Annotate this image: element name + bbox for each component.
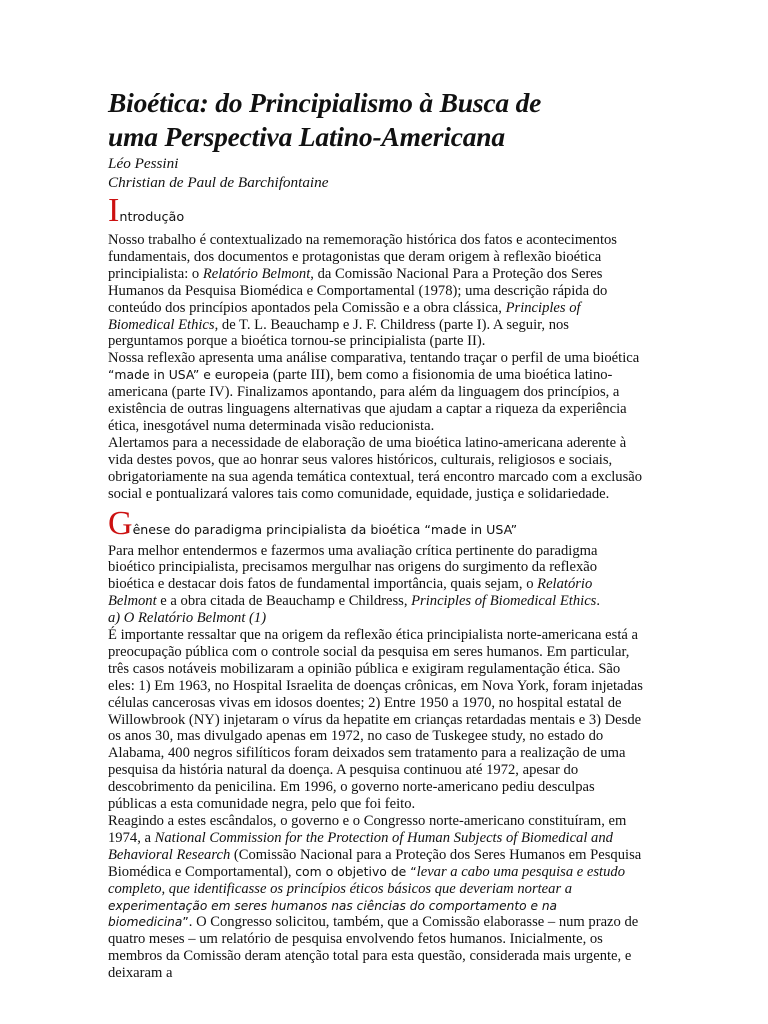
p4-belmont-italic: Relatório Belmont xyxy=(108,576,593,610)
author-1: Léo Pessini xyxy=(108,155,179,172)
intro-heading-text: ntrodução xyxy=(119,210,185,225)
p4-text-a: Para melhor entendermos e fazermos uma avaliação crítica pertinente do paradigma bioético principialista, precisamos mergulhar nas origens do surgimento da reflexão bioética e destacar dois fatos de fundamental importância, quais sejam, o xyxy=(108,542,598,593)
p6-close-quote: ” xyxy=(182,914,189,930)
paragraph-4 xyxy=(108,543,644,611)
section-heading-text: ênese do paradigma principialista da bioética “made in USA” xyxy=(132,521,518,537)
paragraph-1 xyxy=(108,232,644,350)
title-line-2: uma Perspectiva Latino-Americana xyxy=(108,121,505,152)
paragraph-2 xyxy=(108,350,644,435)
paragraph-6 xyxy=(108,813,644,982)
p4-text-e: . xyxy=(596,593,601,610)
section-drop-cap: G xyxy=(108,504,133,542)
p2-text-c: (parte III), bem como a fisionomia de uma bioética latino-americana (parte IV). Finalizamos apontando, para além da linguagem dos princípios, a existência de outras linguagens alternativas que ajudam a captar a riqueza da experiência ética, inesgotável numa determinada visão reducionista. xyxy=(108,367,627,434)
document-title xyxy=(108,86,644,154)
p2-text-a: Nossa reflexão apresenta uma análise comparativa, tentando traçar o perfil de uma bioética xyxy=(108,350,640,367)
p6-quote-italic: levar a cabo uma pesquisa e estudo completo, que identificasse os princípios éticos básicos que deveriam nortear a xyxy=(108,863,626,897)
intro-drop-cap: I xyxy=(108,192,120,229)
subheading-text: a) O Relatório Belmont (1) xyxy=(108,610,267,627)
p1-text-e: , de T. L. Beauchamp e J. F. Childress (parte I). A seguir, nos perguntamos porque a bioética tornou-se principialista (parte II). xyxy=(108,316,569,350)
p1-text-c: , da Comissão Nacional Para a Proteção dos Seres Humanos da Pesquisa Biomédica e Comportamental (1978); uma descrição rápida do conteúdo dos princípios apontados pela Comissão e a obra clássica, xyxy=(108,265,608,316)
p1-principles-italic: Principles of Biomedical Ethics xyxy=(108,299,581,333)
p6-quote-sans-italic: experimentação em seres humanos nas ciências do comportamento e na biomedicina xyxy=(108,898,558,930)
p6-text-a: Reagindo a estes escândalos, o governo e o Congresso norte-americano constituíram, em 1974, a xyxy=(108,813,627,846)
p6-objetivo-sans: com o objetivo de “ xyxy=(295,863,417,879)
document-page xyxy=(108,86,644,982)
intro-heading xyxy=(108,192,644,232)
section-heading xyxy=(108,504,644,543)
subheading-belmont xyxy=(108,610,644,627)
p6-text-h: . O Congresso solicitou, também, que a Comissão elaborasse – num prazo de quatro meses – um relatório de pesquisa envolvendo fetos humanos. Inicialmente, os membros da Comissão deram atenção total para esta questão, considerada mais urgente, e deixaram a xyxy=(108,914,639,982)
paragraph-5: É importante ressaltar que na origem da reflexão ética principialista norte-americana está a preocupação pública com o controle social da pesquisa em seres humanos. Em particular, três casos notáveis mobilizaram a opinião pública e exigiram regulamentação ética. São eles: 1) Em 1963, no Hospital Israelita de doenças crônicas, em Nova York, foram injetadas células cancerosas vivas em idosos doentes; 2) Entre 1950 a 1970, no hospital estatal de Willowbrook (NY) injetaram o vírus da hepatite em crianças retardadas mentais e 3) Desde os anos 30, mas divulgado apenas em 1972, no caso de Tuskegee study, no estado do Alabama, 400 negros sifilíticos foram deixados sem tratamento para a realização de uma pesquisa da história natural da doença. A pesquisa continuou até 1972, apesar do descobrimento da penicilina. Em 1996, o governo norte-americano pediu desculpas públicas a esta comunidade negra, pelo que foi feito. xyxy=(108,627,643,813)
p2-made-in-usa: “made in USA” e europeia xyxy=(108,367,270,383)
p4-principles-italic: Principles of Biomedical Ethics xyxy=(411,593,597,610)
p6-commission-italic: National Commission for the Protection of Human Subjects of Biomedical and Behavioral Research xyxy=(108,829,613,863)
p1-text-a: Nosso trabalho é contextualizado na rememoração histórica dos fatos e acontecimentos fundamentais, dos documentos e protagonistas que deram origem à reflexão bioética principialista: o xyxy=(108,232,617,282)
author-2: Christian de Paul de Barchifontaine xyxy=(108,174,329,191)
title-line-1: Bioética: do Principialismo à Busca de xyxy=(108,87,542,118)
p1-belmont-italic: Relatório Belmont xyxy=(202,265,311,282)
paragraph-3: Alertamos para a necessidade de elaboração de uma bioética latino-americana aderente à vida destes povos, que ao honrar seus valores históricos, culturais, religiosos e sociais, obrigatoriamente na sua agenda temática contextual, terá encontro marcado com a exclusão social e pontualizará valores tais como comunidade, equidade, justiça e solidariedade. xyxy=(108,434,643,502)
p4-text-c: e a obra citada de Beauchamp e Childress, xyxy=(156,593,412,610)
p6-text-c: (Comissão Nacional para a Proteção dos Seres Humanos em Pesquisa Biomédica e Comportamental), xyxy=(108,846,642,880)
